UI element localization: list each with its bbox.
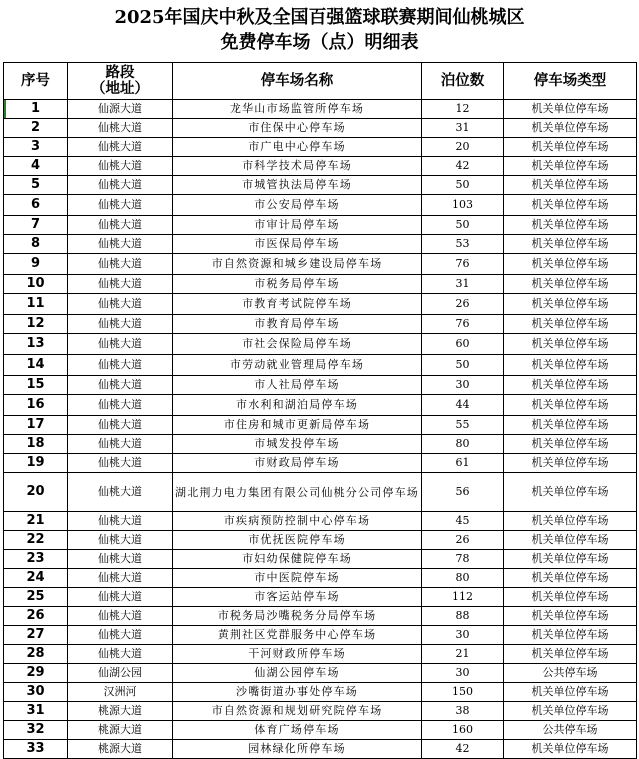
cell-road[interactable]: 仙桃大道 [68,626,173,645]
cell-type[interactable]: 机关单位停车场 [504,216,637,235]
cell-type[interactable]: 机关单位停车场 [504,275,637,294]
cell-name[interactable]: 市科学技术局停车场 [173,157,422,176]
cell-road[interactable]: 仙桃大道 [68,355,173,376]
cell-seq[interactable]: 6 [4,195,68,216]
cell-spaces[interactable]: 12 [422,100,504,119]
cell-road[interactable]: 仙桃大道 [68,376,173,395]
cell-road[interactable]: 仙源大道 [68,100,173,119]
cell-spaces[interactable]: 26 [422,294,504,315]
table-row [4,334,637,355]
cell-type[interactable]: 机关单位停车场 [504,607,637,626]
cell-spaces[interactable]: 103 [422,195,504,216]
table-row [4,119,637,138]
table-row [4,275,637,294]
cell-seq[interactable]: 14 [4,355,68,376]
table-row [4,235,637,254]
cell-seq[interactable]: 12 [4,315,68,334]
cell-type[interactable]: 机关单位停车场 [504,195,637,216]
title-line-1: 2025年国庆中秋及全国百强篮球联赛期间仙桃城区 [114,7,525,28]
cell-name[interactable]: 市财政局停车场 [173,454,422,473]
cell-type[interactable]: 机关单位停车场 [504,315,637,334]
cell-name[interactable]: 市税务局沙嘴税务分局停车场 [173,607,422,626]
cell-seq[interactable]: 27 [4,626,68,645]
header-type[interactable]: 停车场类型 [504,63,637,100]
cell-seq[interactable]: 4 [4,157,68,176]
cell-name[interactable]: 市广电中心停车场 [173,138,422,157]
cell-road[interactable]: 仙桃大道 [68,315,173,334]
cell-seq[interactable]: 7 [4,216,68,235]
cell-spaces[interactable]: 76 [422,254,504,275]
cell-seq[interactable]: 24 [4,569,68,588]
cell-seq[interactable]: 3 [4,138,68,157]
cell-road[interactable]: 仙桃大道 [68,235,173,254]
cell-type[interactable]: 机关单位停车场 [504,176,637,195]
cell-seq[interactable]: 19 [4,454,68,473]
cell-spaces[interactable]: 112 [422,588,504,607]
table-row [4,531,637,550]
cell-road[interactable]: 仙桃大道 [68,334,173,355]
cell-type[interactable]: 机关单位停车场 [504,740,637,759]
cell-type[interactable]: 机关单位停车场 [504,294,637,315]
table-row [4,569,637,588]
cell-road[interactable]: 仙桃大道 [68,531,173,550]
table-row [4,315,637,334]
cell-type[interactable]: 机关单位停车场 [504,119,637,138]
cell-name[interactable]: 市优抚医院停车场 [173,531,422,550]
cell-name[interactable]: 市审计局停车场 [173,216,422,235]
cell-seq[interactable]: 15 [4,376,68,395]
cell-spaces[interactable]: 60 [422,334,504,355]
cell-spaces[interactable]: 55 [422,416,504,435]
cell-road[interactable]: 仙桃大道 [68,195,173,216]
cell-seq[interactable]: 31 [4,702,68,721]
cell-type[interactable]: 机关单位停车场 [504,334,637,355]
cell-name[interactable]: 市公安局停车场 [173,195,422,216]
cell-name[interactable]: 市社会保险局停车场 [173,334,422,355]
cell-seq[interactable]: 29 [4,664,68,683]
cell-type[interactable]: 机关单位停车场 [504,550,637,569]
cell-spaces[interactable]: 76 [422,315,504,334]
cell-name[interactable]: 市教育考试院停车场 [173,294,422,315]
cell-road[interactable]: 仙桃大道 [68,416,173,435]
table-row [4,645,637,664]
table-row [4,157,637,176]
cell-name[interactable]: 龙华山市场监管所停车场 [173,100,422,119]
cell-seq[interactable]: 22 [4,531,68,550]
table-row [4,683,637,702]
cell-spaces[interactable]: 30 [422,626,504,645]
header-seq[interactable]: 序号 [4,63,68,100]
cell-type[interactable]: 机关单位停车场 [504,235,637,254]
cell-type[interactable]: 机关单位停车场 [504,157,637,176]
cell-road[interactable]: 仙桃大道 [68,473,173,512]
cell-road[interactable]: 桃源大道 [68,740,173,759]
cell-seq[interactable]: 25 [4,588,68,607]
cell-name[interactable]: 市客运站停车场 [173,588,422,607]
header-road-label: 路段 （地址） [91,65,149,97]
table-row [4,721,637,740]
cell-type[interactable]: 机关单位停车场 [504,138,637,157]
cell-name[interactable]: 市税务局停车场 [173,275,422,294]
cell-road[interactable]: 桃源大道 [68,721,173,740]
cell-road[interactable]: 仙桃大道 [68,254,173,275]
cell-road[interactable]: 仙桃大道 [68,395,173,416]
cell-spaces[interactable]: 31 [422,275,504,294]
cell-name[interactable]: 市医保局停车场 [173,235,422,254]
table-row [4,195,637,216]
table-row [4,216,637,235]
cell-seq[interactable]: 11 [4,294,68,315]
cell-name[interactable]: 市教育局停车场 [173,315,422,334]
table-row [4,416,637,435]
cell-seq[interactable]: 32 [4,721,68,740]
table-row [4,100,637,119]
cell-seq[interactable]: 16 [4,395,68,416]
cell-name[interactable]: 市城发投停车场 [173,435,422,454]
cell-seq[interactable]: 17 [4,416,68,435]
cell-name[interactable]: 市城管执法局停车场 [173,176,422,195]
cell-type[interactable]: 机关单位停车场 [504,645,637,664]
cell-type[interactable]: 机关单位停车场 [504,512,637,531]
cell-seq[interactable]: 13 [4,334,68,355]
cell-spaces[interactable]: 38 [422,702,504,721]
cell-seq[interactable]: 20 [4,473,68,512]
cell-spaces[interactable]: 88 [422,607,504,626]
cell-name[interactable]: 市自然资源和城乡建设局停车场 [173,254,422,275]
table-row [4,664,637,683]
cell-road[interactable]: 仙桃大道 [68,588,173,607]
cell-name[interactable]: 市住保中心停车场 [173,119,422,138]
cell-name[interactable]: 黄荆社区党群服务中心停车场 [173,626,422,645]
table-row [4,395,637,416]
table-row [4,740,637,759]
cell-spaces[interactable]: 53 [422,235,504,254]
cell-seq[interactable]: 33 [4,740,68,759]
cell-spaces[interactable]: 80 [422,569,504,588]
table-row [4,138,637,157]
cell-spaces[interactable]: 42 [422,157,504,176]
cell-road[interactable]: 仙桃大道 [68,512,173,531]
cell-road[interactable]: 仙桃大道 [68,119,173,138]
table-row [4,254,637,275]
cell-spaces[interactable]: 44 [422,395,504,416]
cell-name[interactable]: 体育广场停车场 [173,721,422,740]
cell-type[interactable]: 机关单位停车场 [504,435,637,454]
cell-road[interactable]: 仙桃大道 [68,645,173,664]
cell-road[interactable]: 仙桃大道 [68,435,173,454]
cell-seq[interactable]: 30 [4,683,68,702]
cell-seq[interactable]: 1 [4,100,68,119]
cell-name[interactable]: 市人社局停车场 [173,376,422,395]
cell-spaces[interactable]: 80 [422,435,504,454]
cell-seq[interactable]: 5 [4,176,68,195]
cell-type[interactable]: 机关单位停车场 [504,473,637,512]
cell-type[interactable]: 机关单位停车场 [504,531,637,550]
cell-spaces[interactable]: 78 [422,550,504,569]
cell-road[interactable]: 仙桃大道 [68,176,173,195]
cell-spaces[interactable]: 50 [422,355,504,376]
table-row [4,376,637,395]
cell-seq[interactable]: 21 [4,512,68,531]
cell-type[interactable]: 机关单位停车场 [504,626,637,645]
cell-road[interactable]: 仙桃大道 [68,216,173,235]
cell-road[interactable]: 仙桃大道 [68,275,173,294]
cell-seq[interactable]: 26 [4,607,68,626]
header-road[interactable] [68,63,173,100]
header-name[interactable]: 停车场名称 [173,63,422,100]
cell-name[interactable]: 市疾病预防控制中心停车场 [173,512,422,531]
cell-spaces[interactable]: 61 [422,454,504,473]
cell-type[interactable]: 公共停车场 [504,721,637,740]
cell-road[interactable]: 仙桃大道 [68,454,173,473]
cell-type[interactable]: 机关单位停车场 [504,376,637,395]
cell-spaces[interactable]: 45 [422,512,504,531]
cell-road[interactable]: 仙桃大道 [68,569,173,588]
cell-type[interactable]: 机关单位停车场 [504,702,637,721]
title-block [0,0,639,62]
cell-seq[interactable]: 28 [4,645,68,664]
table-row [4,473,637,512]
cell-road[interactable]: 桃源大道 [68,702,173,721]
cell-type[interactable]: 公共停车场 [504,664,637,683]
cell-spaces[interactable]: 50 [422,176,504,195]
title-line-2: 免费停车场（点）明细表 [220,32,419,53]
cell-type[interactable]: 机关单位停车场 [504,454,637,473]
cell-spaces[interactable]: 26 [422,531,504,550]
table-row [4,512,637,531]
table-row [4,435,637,454]
table-row [4,607,637,626]
table-row [4,588,637,607]
cell-seq[interactable]: 10 [4,275,68,294]
cell-spaces[interactable]: 31 [422,119,504,138]
header-spaces[interactable]: 泊位数 [422,63,504,100]
cell-seq[interactable]: 8 [4,235,68,254]
table-row [4,454,637,473]
cell-spaces[interactable]: 160 [422,721,504,740]
cell-seq[interactable]: 2 [4,119,68,138]
cell-type[interactable]: 机关单位停车场 [504,683,637,702]
cell-type[interactable]: 机关单位停车场 [504,355,637,376]
cell-road[interactable]: 仙桃大道 [68,607,173,626]
cell-type[interactable]: 机关单位停车场 [504,416,637,435]
table-row [4,176,637,195]
cell-spaces[interactable]: 56 [422,473,504,512]
cell-name[interactable]: 湖北荆力电力集团有限公司仙桃分公司停车场 [173,473,422,512]
cell-road[interactable]: 仙桃大道 [68,294,173,315]
cell-name[interactable]: 沙嘴街道办事处停车场 [173,683,422,702]
cell-name[interactable]: 市妇幼保健院停车场 [173,550,422,569]
cell-seq[interactable]: 18 [4,435,68,454]
cell-spaces[interactable]: 150 [422,683,504,702]
cell-road[interactable]: 汉洲河 [68,683,173,702]
table-row [4,626,637,645]
cell-spaces[interactable]: 50 [422,216,504,235]
cell-name[interactable]: 园林绿化所停车场 [173,740,422,759]
cell-seq[interactable]: 23 [4,550,68,569]
cell-name[interactable]: 市水利和湖泊局停车场 [173,395,422,416]
cell-spaces[interactable]: 20 [422,138,504,157]
cell-spaces[interactable]: 21 [422,645,504,664]
cell-name[interactable]: 市劳动就业管理局停车场 [173,355,422,376]
cell-road[interactable]: 仙桃大道 [68,138,173,157]
cell-name[interactable]: 干河财政所停车场 [173,645,422,664]
cell-type[interactable]: 机关单位停车场 [504,588,637,607]
cell-road[interactable]: 仙湖公园 [68,664,173,683]
cell-name[interactable]: 市中医院停车场 [173,569,422,588]
cell-spaces[interactable]: 42 [422,740,504,759]
header-row [4,63,637,100]
cell-spaces[interactable]: 30 [422,664,504,683]
cell-name[interactable]: 市住房和城市更新局停车场 [173,416,422,435]
table-row [4,550,637,569]
cell-road[interactable]: 仙桃大道 [68,550,173,569]
table-row [4,294,637,315]
table-row [4,702,637,721]
table-body [4,100,637,759]
table-row [4,355,637,376]
cell-seq[interactable]: 9 [4,254,68,275]
cell-type[interactable]: 机关单位停车场 [504,569,637,588]
cell-type[interactable]: 机关单位停车场 [504,254,637,275]
cell-name[interactable]: 仙湖公园停车场 [173,664,422,683]
cell-spaces[interactable]: 30 [422,376,504,395]
cell-type[interactable]: 机关单位停车场 [504,395,637,416]
cell-road[interactable]: 仙桃大道 [68,157,173,176]
cell-type[interactable]: 机关单位停车场 [504,100,637,119]
parking-table [3,62,637,759]
cell-name[interactable]: 市自然资源和规划研究院停车场 [173,702,422,721]
